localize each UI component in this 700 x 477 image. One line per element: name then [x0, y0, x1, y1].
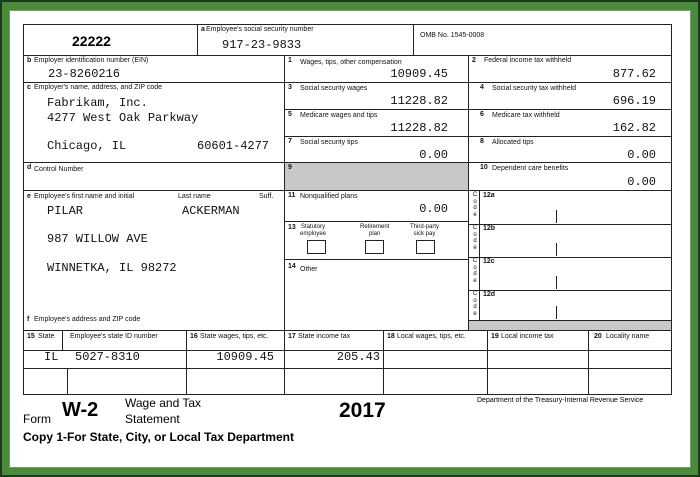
ssn-label: Employee's social security number — [206, 26, 314, 33]
box12d-label: 12d — [483, 291, 496, 298]
box5-label: Medicare wages and tips — [300, 112, 378, 119]
sick-pay-label: Third-party sick pay — [410, 224, 440, 237]
box-9-shaded — [284, 162, 468, 190]
box15-id-label: Employee's state ID number — [70, 333, 158, 340]
state-code: IL — [44, 350, 59, 364]
label-box-numbers-f: f — [27, 316, 30, 323]
box2-label: Federal income tax withheld — [484, 57, 572, 64]
retirement-plan-label: Retirement plan — [360, 224, 390, 237]
sick-pay-checkbox[interactable] — [416, 240, 435, 254]
employer-street: 4277 West Oak Parkway — [47, 111, 199, 125]
box8-value: 0.00 — [627, 148, 656, 162]
box14-label: Other — [300, 266, 318, 273]
box6-label: Medicare tax withheld — [492, 112, 560, 119]
box20-label: Locality name — [606, 333, 650, 340]
employer-city: Chicago, IL — [47, 139, 127, 153]
box18-label: Local wages, tips, etc. — [397, 333, 466, 340]
label-box-numbers-n7: 7 — [288, 138, 292, 145]
employee-last-name-label: Last name — [178, 193, 211, 200]
label-box-numbers-n14: 14 — [288, 263, 296, 270]
box7-value: 0.00 — [419, 148, 448, 162]
label-box-numbers-n3: 3 — [288, 84, 292, 91]
form-title-line1: Wage and Tax — [125, 396, 202, 410]
box1-label: Wages, tips, other compensation — [300, 59, 402, 66]
box17-label: State income tax — [298, 333, 351, 340]
ein-value: 23-8260216 — [48, 67, 121, 81]
label-box-numbers-n10: 10 — [480, 164, 488, 171]
label-box-numbers-n20: 20 — [594, 333, 602, 340]
box12c-label: 12c — [483, 258, 495, 265]
label-box-numbers-e: e — [27, 193, 31, 200]
box11-label: Nonqualified plans — [300, 193, 358, 200]
employee-address-label: Employee's address and ZIP code — [34, 316, 141, 323]
box4-value: 696.19 — [612, 94, 656, 108]
label-box-numbers-n4: 4 — [480, 84, 484, 91]
box6-value: 162.82 — [612, 121, 656, 135]
form-word: Form — [23, 412, 51, 426]
box4-label: Social security tax withheld — [492, 85, 577, 92]
employee-suffix-label: Suff. — [259, 193, 274, 200]
control-code: 22222 — [72, 33, 111, 49]
ein-label: Employer identification number (EIN) — [34, 57, 149, 64]
employee-city: WINNETKA, IL 98272 — [47, 261, 177, 275]
statutory-employee-label: Statutory employee — [300, 224, 327, 237]
label-box-numbers-n9: 9 — [288, 164, 292, 171]
employee-last-name: ACKERMAN — [182, 204, 240, 218]
label-boxes-code-letters: C o d e — [472, 192, 478, 218]
label-box-numbers-n1: 1 — [288, 57, 292, 64]
label-box-numbers-n5: 5 — [288, 111, 292, 118]
box16-label: State wages, tips, etc. — [200, 333, 269, 340]
box5-value: 11228.82 — [390, 121, 448, 135]
label-box-numbers-n11: 11 — [288, 192, 296, 199]
label-boxes-code-letters: C o d e — [472, 258, 478, 284]
tax-year: 2017 — [339, 399, 386, 422]
irs-department: Department of the Treasury-Internal Revenue Service — [477, 397, 644, 404]
label-box-numbers-n6: 6 — [480, 111, 484, 118]
box8-label: Allocated tips — [492, 139, 534, 146]
label-boxes-code-letters: C o d e — [472, 291, 478, 317]
employer-zip: 60601-4277 — [197, 140, 270, 153]
label-box-numbers-n17: 17 — [288, 333, 296, 340]
w2-form — [9, 10, 691, 468]
label-box-numbers-c: c — [27, 84, 31, 91]
label-box-numbers-n15: 15 — [27, 333, 35, 340]
employee-street: 987 WILLOW AVE — [47, 232, 148, 246]
form-title-line2: Statement — [125, 412, 180, 426]
label-box-numbers-a: a — [201, 26, 205, 33]
control-number-label: Control Number — [34, 166, 84, 173]
label-box-numbers-d: d — [27, 164, 32, 171]
label-box-numbers-n19: 19 — [491, 333, 499, 340]
box10-value: 0.00 — [627, 175, 656, 189]
label-box-numbers-n16: 16 — [190, 333, 198, 340]
label-boxes-code-letters: C o d e — [472, 225, 478, 251]
employer-name: Fabrikam, Inc. — [47, 96, 148, 110]
box7-label: Social security tips — [300, 139, 358, 146]
employee-first-name-label: Employee's first name and initial — [34, 193, 135, 200]
omb-number: OMB No. 1545-0008 — [420, 32, 485, 39]
box3-label: Social security wages — [300, 85, 368, 92]
label-box-numbers-b: b — [27, 57, 32, 64]
ssn-value: 917-23-9833 — [222, 38, 302, 52]
box11-value: 0.00 — [419, 202, 448, 216]
box17-value: 205.43 — [336, 350, 380, 364]
form-name: W-2 — [62, 399, 99, 421]
label-box-numbers-n18: 18 — [387, 333, 395, 340]
box12b-label: 12b — [483, 225, 496, 232]
box15-state-label: State — [38, 333, 55, 340]
box19-label: Local income tax — [501, 333, 554, 340]
label-box-numbers-n8: 8 — [480, 138, 484, 145]
statutory-employee-checkbox[interactable] — [307, 240, 326, 254]
box3-value: 11228.82 — [390, 94, 448, 108]
box10-label: Dependent care benefits — [492, 165, 569, 172]
state-id: 5027-8310 — [75, 350, 140, 364]
label-box-numbers-n13: 13 — [288, 224, 296, 231]
box-12-bottom-shaded — [468, 320, 671, 330]
copy-label: Copy 1-For State, City, or Local Tax Department — [23, 430, 294, 444]
box12a-label: 12a — [483, 192, 495, 199]
retirement-plan-checkbox[interactable] — [365, 240, 384, 254]
box1-value: 10909.45 — [390, 67, 448, 81]
employer-name-label: Employer's name, address, and ZIP code — [34, 84, 163, 91]
label-box-numbers-n2: 2 — [472, 57, 476, 64]
box16-value: 10909.45 — [216, 350, 274, 364]
box2-value: 877.62 — [612, 67, 656, 81]
employee-first-name: PILAR — [47, 204, 84, 218]
